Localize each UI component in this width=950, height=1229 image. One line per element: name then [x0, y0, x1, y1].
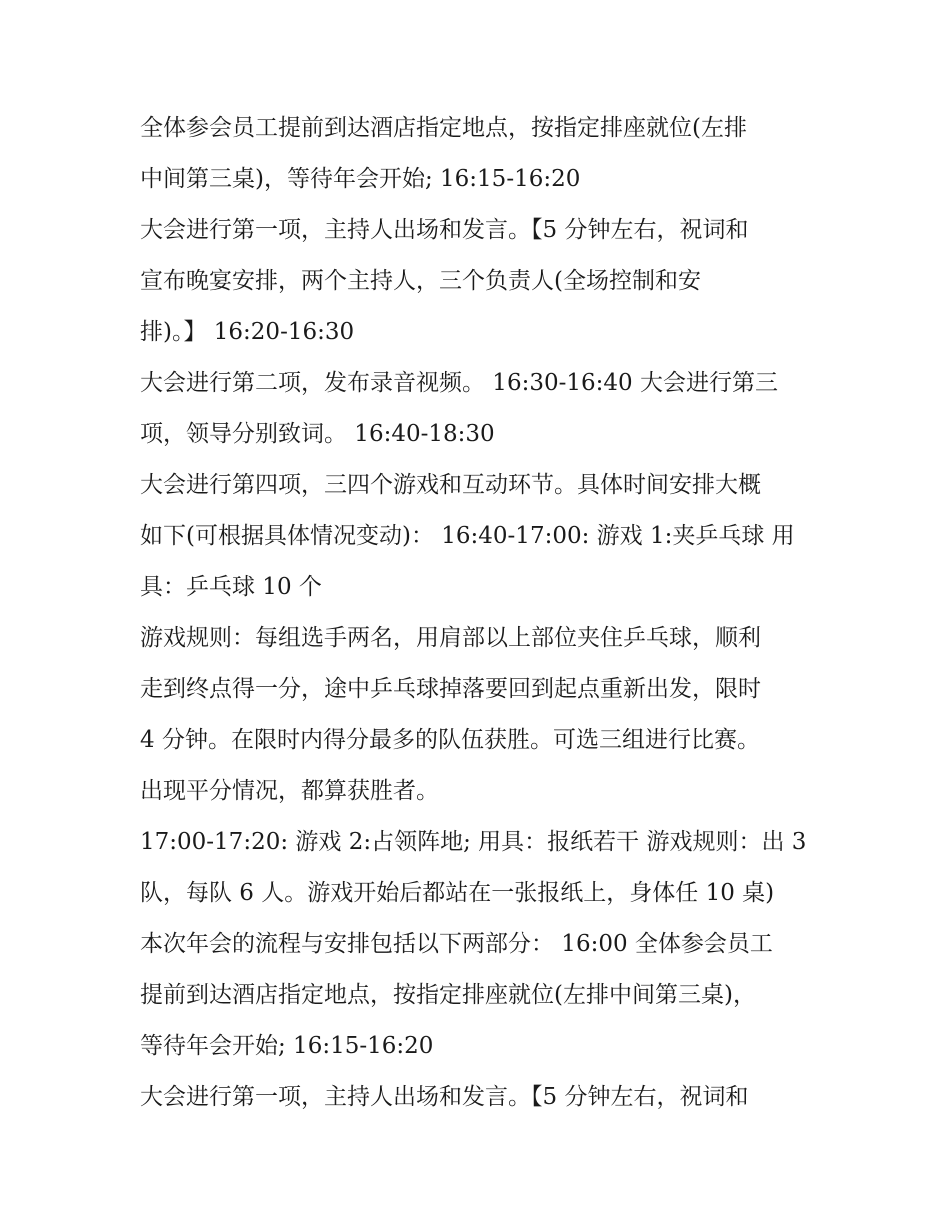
document-body: [140, 103, 820, 1123]
text-line: 具：乒乓球 10 个: [140, 574, 322, 600]
text-line: 提前到达酒店指定地点，按指定排座就位(左排中间第三桌)，: [140, 982, 756, 1008]
text-line: 4 分钟。在限时内得分最多的队伍获胜。可选三组进行比赛。: [140, 727, 760, 753]
text-line: 如下(可根据具体情况变动)： 16:40-17:00: 游戏 1:夹乒乓球 用: [140, 523, 795, 549]
text-line: 大会进行第四项，三四个游戏和互动环节。具体时间安排大概: [140, 472, 761, 498]
text-line: 大会进行第二项，发布录音视频。 16:30-16:40 大会进行第三: [140, 370, 778, 396]
text-line: 本次年会的流程与安排包括以下两部分： 16:00 全体参会员工: [140, 931, 773, 957]
text-line: 17:00-17:20: 游戏 2:占领阵地; 用具：报纸若干 游戏规则：出 3: [140, 829, 807, 855]
text-line: 走到终点得一分，途中乒乓球掉落要回到起点重新出发，限时: [140, 676, 761, 702]
text-line: 大会进行第一项，主持人出场和发言。【5 分钟左右，祝词和: [140, 217, 749, 243]
text-line: 等待年会开始; 16:15-16:20: [140, 1033, 434, 1059]
text-line: 大会进行第一项，主持人出场和发言。【5 分钟左右，祝词和: [140, 1084, 749, 1110]
text-line: 游戏规则：每组选手两名，用肩部以上部位夹住乒乓球，顺利: [140, 625, 761, 651]
text-line: 出现平分情况，都算获胜者。: [140, 778, 439, 804]
text-line: 队，每队 6 人。游戏开始后都站在一张报纸上，身体任 10 桌): [140, 880, 775, 906]
text-line: 排)。】 16:20-16:30: [140, 319, 355, 345]
text-line: 宣布晚宴安排，两个主持人，三个负责人(全场控制和安: [140, 268, 701, 294]
text-line: 中间第三桌)，等待年会开始; 16:15-16:20: [140, 166, 581, 192]
text-line: 全体参会员工提前到达酒店指定地点，按指定排座就位(左排: [140, 115, 747, 141]
text-line: 项，领导分别致词。 16:40-18:30: [140, 421, 495, 447]
